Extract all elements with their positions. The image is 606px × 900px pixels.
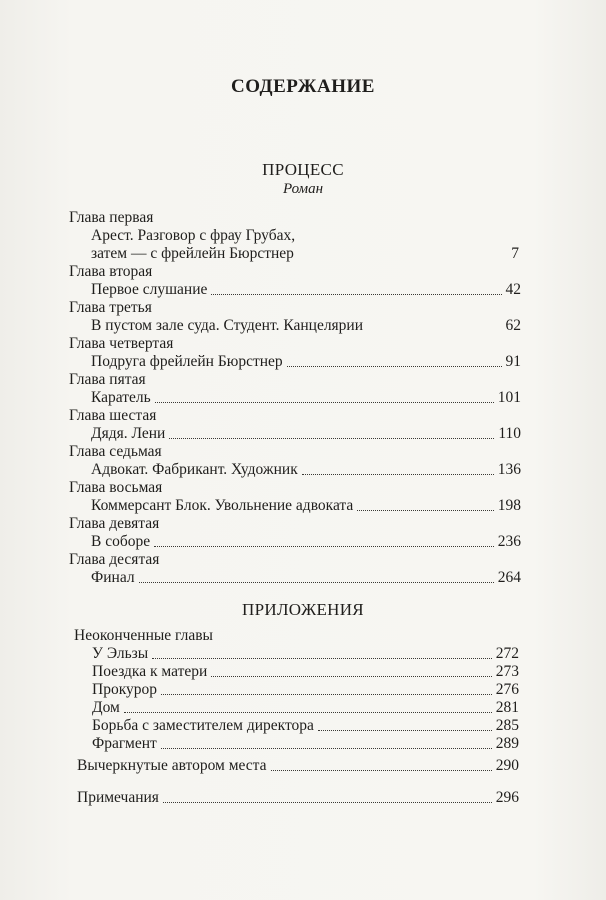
toc-entry bbox=[91, 388, 521, 408]
page-number: 296 bbox=[495, 789, 519, 806]
leader-spacer bbox=[367, 330, 501, 331]
novel-subtitle: Роман bbox=[282, 181, 324, 197]
chapter-title: В соборе bbox=[91, 533, 151, 550]
chapter-heading: Глава шестая bbox=[69, 407, 157, 424]
chapter-heading: Глава четвертая bbox=[69, 335, 174, 352]
dot-leader bbox=[318, 729, 492, 731]
dot-leader bbox=[357, 509, 493, 511]
chapter-heading: Глава восьмая bbox=[69, 479, 163, 496]
novel-title: ПРОЦЕСС bbox=[262, 160, 344, 179]
chapter-heading: Глава третья bbox=[69, 299, 152, 316]
page-number: 101 bbox=[497, 389, 521, 406]
chapter-title: Дядя. Лени bbox=[91, 425, 166, 442]
appendix-item: Вычеркнутые автором места bbox=[77, 757, 267, 774]
chapter-title: Финал bbox=[91, 569, 135, 586]
toc-entry bbox=[92, 698, 519, 718]
dot-leader bbox=[271, 769, 492, 771]
chapter-heading: Глава седьмая bbox=[69, 443, 162, 460]
page-number: 198 bbox=[497, 497, 521, 514]
page-number: 236 bbox=[497, 533, 521, 550]
appendix-title: ПРИЛОЖЕНИЯ bbox=[242, 600, 364, 619]
appendix-item: Поездка к матери bbox=[92, 663, 208, 680]
toc-entry bbox=[77, 788, 519, 808]
page-number: 91 bbox=[505, 353, 521, 370]
dot-leader bbox=[124, 711, 492, 713]
dot-leader bbox=[139, 581, 494, 583]
toc-entry bbox=[91, 352, 521, 372]
toc-entry bbox=[91, 244, 519, 264]
page-number: 273 bbox=[495, 663, 519, 680]
dot-leader bbox=[161, 693, 492, 695]
chapter-title-line: Арест. Разговор с фрау Грубах, bbox=[91, 227, 296, 244]
page-number: 42 bbox=[505, 281, 521, 298]
page-number: 272 bbox=[495, 645, 519, 662]
chapter-title: Первое слушание bbox=[91, 281, 208, 298]
appendix-item: У Эльзы bbox=[92, 645, 149, 662]
chapter-heading: Глава девятая bbox=[69, 515, 160, 532]
toc-entry bbox=[77, 756, 519, 776]
dot-leader bbox=[163, 801, 492, 803]
dot-leader bbox=[302, 473, 494, 475]
toc-entry bbox=[92, 716, 519, 736]
dot-leader bbox=[154, 545, 494, 547]
page-number: 264 bbox=[497, 569, 521, 586]
chapter-title: Коммерсант Блок. Увольнение адвоката bbox=[91, 497, 354, 514]
dot-leader bbox=[211, 675, 491, 677]
dot-leader bbox=[155, 401, 494, 403]
toc-entry bbox=[92, 734, 519, 754]
toc-entry bbox=[91, 316, 521, 336]
page-number: 62 bbox=[505, 317, 521, 334]
leader-spacer bbox=[298, 258, 507, 259]
appendix-item: Примечания bbox=[77, 789, 159, 806]
dot-leader bbox=[211, 293, 501, 295]
dot-leader bbox=[287, 365, 502, 367]
appendix-item: Фрагмент bbox=[92, 735, 157, 752]
toc-entry bbox=[92, 680, 519, 700]
page-number: 289 bbox=[495, 735, 519, 752]
chapter-heading: Глава пятая bbox=[69, 371, 146, 388]
page-number: 281 bbox=[495, 699, 519, 716]
page-number: 290 bbox=[495, 757, 519, 774]
page-number: 136 bbox=[497, 461, 521, 478]
appendix-item: Борьба с заместителем директора bbox=[92, 717, 314, 734]
chapter-title: В пустом зале суда. Студент. Канцелярии bbox=[91, 317, 364, 334]
appendix-item: Прокурор bbox=[92, 681, 158, 698]
page-number: 285 bbox=[495, 717, 519, 734]
dot-leader bbox=[161, 747, 492, 749]
toc-entry bbox=[91, 496, 521, 516]
dot-leader bbox=[152, 657, 492, 659]
toc-entry bbox=[92, 644, 519, 664]
toc-entry bbox=[91, 568, 521, 588]
chapter-heading: Глава первая bbox=[69, 209, 154, 226]
unfinished-heading: Неоконченные главы bbox=[74, 627, 213, 644]
page-number: 110 bbox=[498, 425, 521, 442]
dot-leader bbox=[169, 437, 494, 439]
chapter-title: Адвокат. Фабрикант. Художник bbox=[91, 461, 298, 478]
chapter-title-line: затем — с фрейлейн Бюрстнер bbox=[91, 245, 294, 262]
toc-entry bbox=[92, 662, 519, 682]
page-number: 276 bbox=[495, 681, 519, 698]
toc-entry bbox=[91, 460, 521, 480]
page-number: 7 bbox=[511, 245, 519, 262]
chapter-heading: Глава десятая bbox=[69, 551, 160, 568]
appendix-item: Дом bbox=[92, 699, 120, 716]
chapter-title: Каратель bbox=[91, 389, 151, 406]
toc-entry bbox=[91, 424, 521, 444]
chapter-title: Подруга фрейлейн Бюрстнер bbox=[91, 353, 283, 370]
chapter-heading: Глава вторая bbox=[69, 263, 153, 280]
toc-entry bbox=[91, 280, 521, 300]
page-title: СОДЕРЖАНИЕ bbox=[231, 76, 375, 97]
toc-entry bbox=[91, 532, 521, 552]
